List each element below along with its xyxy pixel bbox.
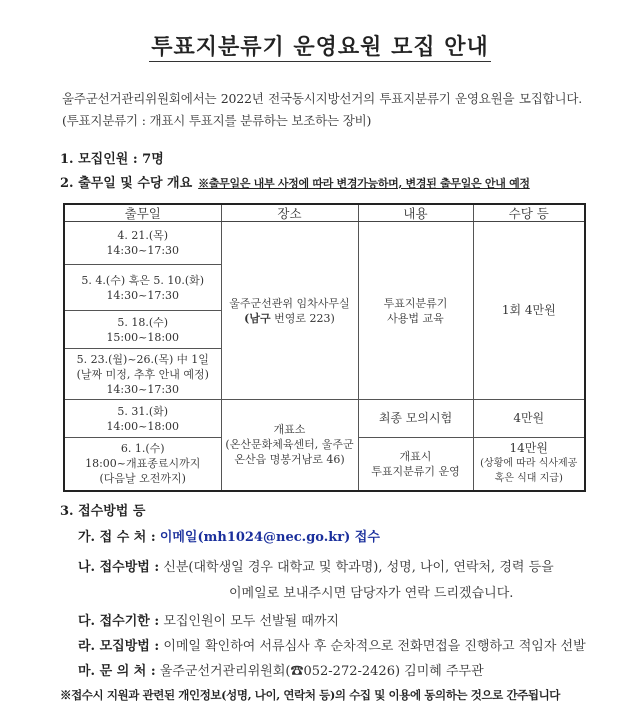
place-cell [221,222,358,400]
header-place: 장소 [221,204,358,222]
date-cell [64,400,221,438]
time-text: 15:00~18:00 [106,330,180,344]
pay-note: (상황에 따라 식사제공 [480,458,578,470]
content-cell: 최종 모의시험 [358,400,473,438]
table-row [64,222,585,265]
section-recruit-count: 1. 모집인원 : 7명 [60,152,164,167]
date-text: 6. 1.(수) [120,442,165,456]
item-label: 라. 모집방법 : [78,639,160,654]
item-label: 가. 접 수 처 : [78,530,156,545]
schedule-note: ※출무일은 내부 사정에 따라 변경가능하며, 변경된 출무일은 안내 예정 [198,177,530,190]
date-cell [64,265,221,311]
place-address: 온산읍 명봉거남로 46) [234,453,345,467]
section-schedule-title: 2. 출무일 및 수당 개요 [60,176,193,191]
application-item-selection [78,635,586,654]
date-text: 5. 31.(화) [117,404,169,418]
time-text: 14:00~18:00 [106,419,180,433]
content-text: 사용법 교육 [387,311,444,325]
content-text: 투표지분류기 [383,296,448,310]
intro-paragraph: 울주군선거관리위원회에서는 2022년 전국동시지방선거의 투표지분류기 운영요원을 모집합니다. (투표지분류기 : 개표시 투표지를 분류하는 보조하는 장비) [62,91,582,128]
date-note: (다음날 오전까지) [99,472,186,486]
item-value: 신분(대학생일 경우 대학교 및 학과명), 성명, 나이, 연락처, 경력 등을 [163,560,554,575]
time-text: 18:00~개표종료시까지 [85,457,201,471]
page-title [0,30,640,61]
date-cell [64,349,221,400]
date-cell [64,311,221,349]
application-item-method [78,556,554,575]
date-text: 5. 18.(수) [117,315,169,329]
date-text: 5. 4.(수) 혹은 5. 10.(화) [81,273,205,287]
header-content: 내용 [358,204,473,222]
place-district: (남구 [244,311,271,325]
item-label: 나. 접수방법 : [78,560,160,575]
item-label: 다. 접수기한 : [78,614,160,629]
application-item-place [78,526,380,545]
content-cell [358,438,473,491]
pay-cell [473,438,585,491]
place-cell [221,400,358,491]
place-address [224,311,356,326]
time-text: 14:30~17:30 [106,244,180,257]
content-text: 투표지분류기 운영 [371,464,460,478]
date-text: 4. 21.(목) [117,229,169,242]
item-value: 울주군선거관리위원회(☎052-272-2426) 김미혜 주무관 [159,664,484,679]
section-schedule-heading [60,172,530,191]
item-label: 마. 문 의 처 : [78,664,156,679]
table-header-row [64,204,585,222]
application-item-deadline [78,610,339,629]
item-value: 모집인원이 모두 선발될 때까지 [163,614,339,629]
page-title-text: 투표지분류기 운영요원 모집 안내 [151,34,489,60]
email-link[interactable]: 이메일(mh1024@nec.go.kr) 접수 [159,530,380,545]
pay-note: 혹은 식대 지급) [494,473,563,485]
time-text: 14:30~17:30 [106,288,180,302]
item-value: 이메일 확인하여 서류심사 후 순차적으로 전화면접을 진행하고 적임자 선발 [163,639,586,654]
section-application-heading: 3. 접수방법 등 [60,504,146,519]
table-row [64,400,585,438]
header-pay: 수당 등 [473,204,585,222]
content-text: 개표시 [399,449,432,463]
date-cell [64,438,221,491]
place-name: 울주군선관위 임차사무실 [229,296,350,310]
date-note: (날짜 미정, 추후 안내 예정) [76,367,209,381]
content-cell [358,222,473,400]
application-item-contact [78,660,484,679]
place-name: 개표소 [273,423,306,437]
pay-cell: 1회 4만원 [473,222,585,400]
pay-amount: 14만원 [509,441,548,456]
header-date: 출무일 [64,204,221,222]
schedule-table [63,203,586,492]
date-cell [64,222,221,265]
place-address: (온산문화체육센터, 울주군 [225,438,354,452]
place-street: 번영로 223) [270,311,335,325]
time-text: 14:30~17:30 [106,382,180,396]
pay-cell: 4만원 [473,400,585,438]
application-item-method-cont: 이메일로 보내주시면 담당자가 연락 드리겠습니다. [229,586,514,601]
date-text: 5. 23.(월)~26.(목) 中 1일 [76,352,209,366]
privacy-notice: ※접수시 지원과 관련된 개인정보(성명, 나이, 연락처 등)의 수집 및 이용에 동의하는 것으로 간주됩니다 [60,688,560,702]
